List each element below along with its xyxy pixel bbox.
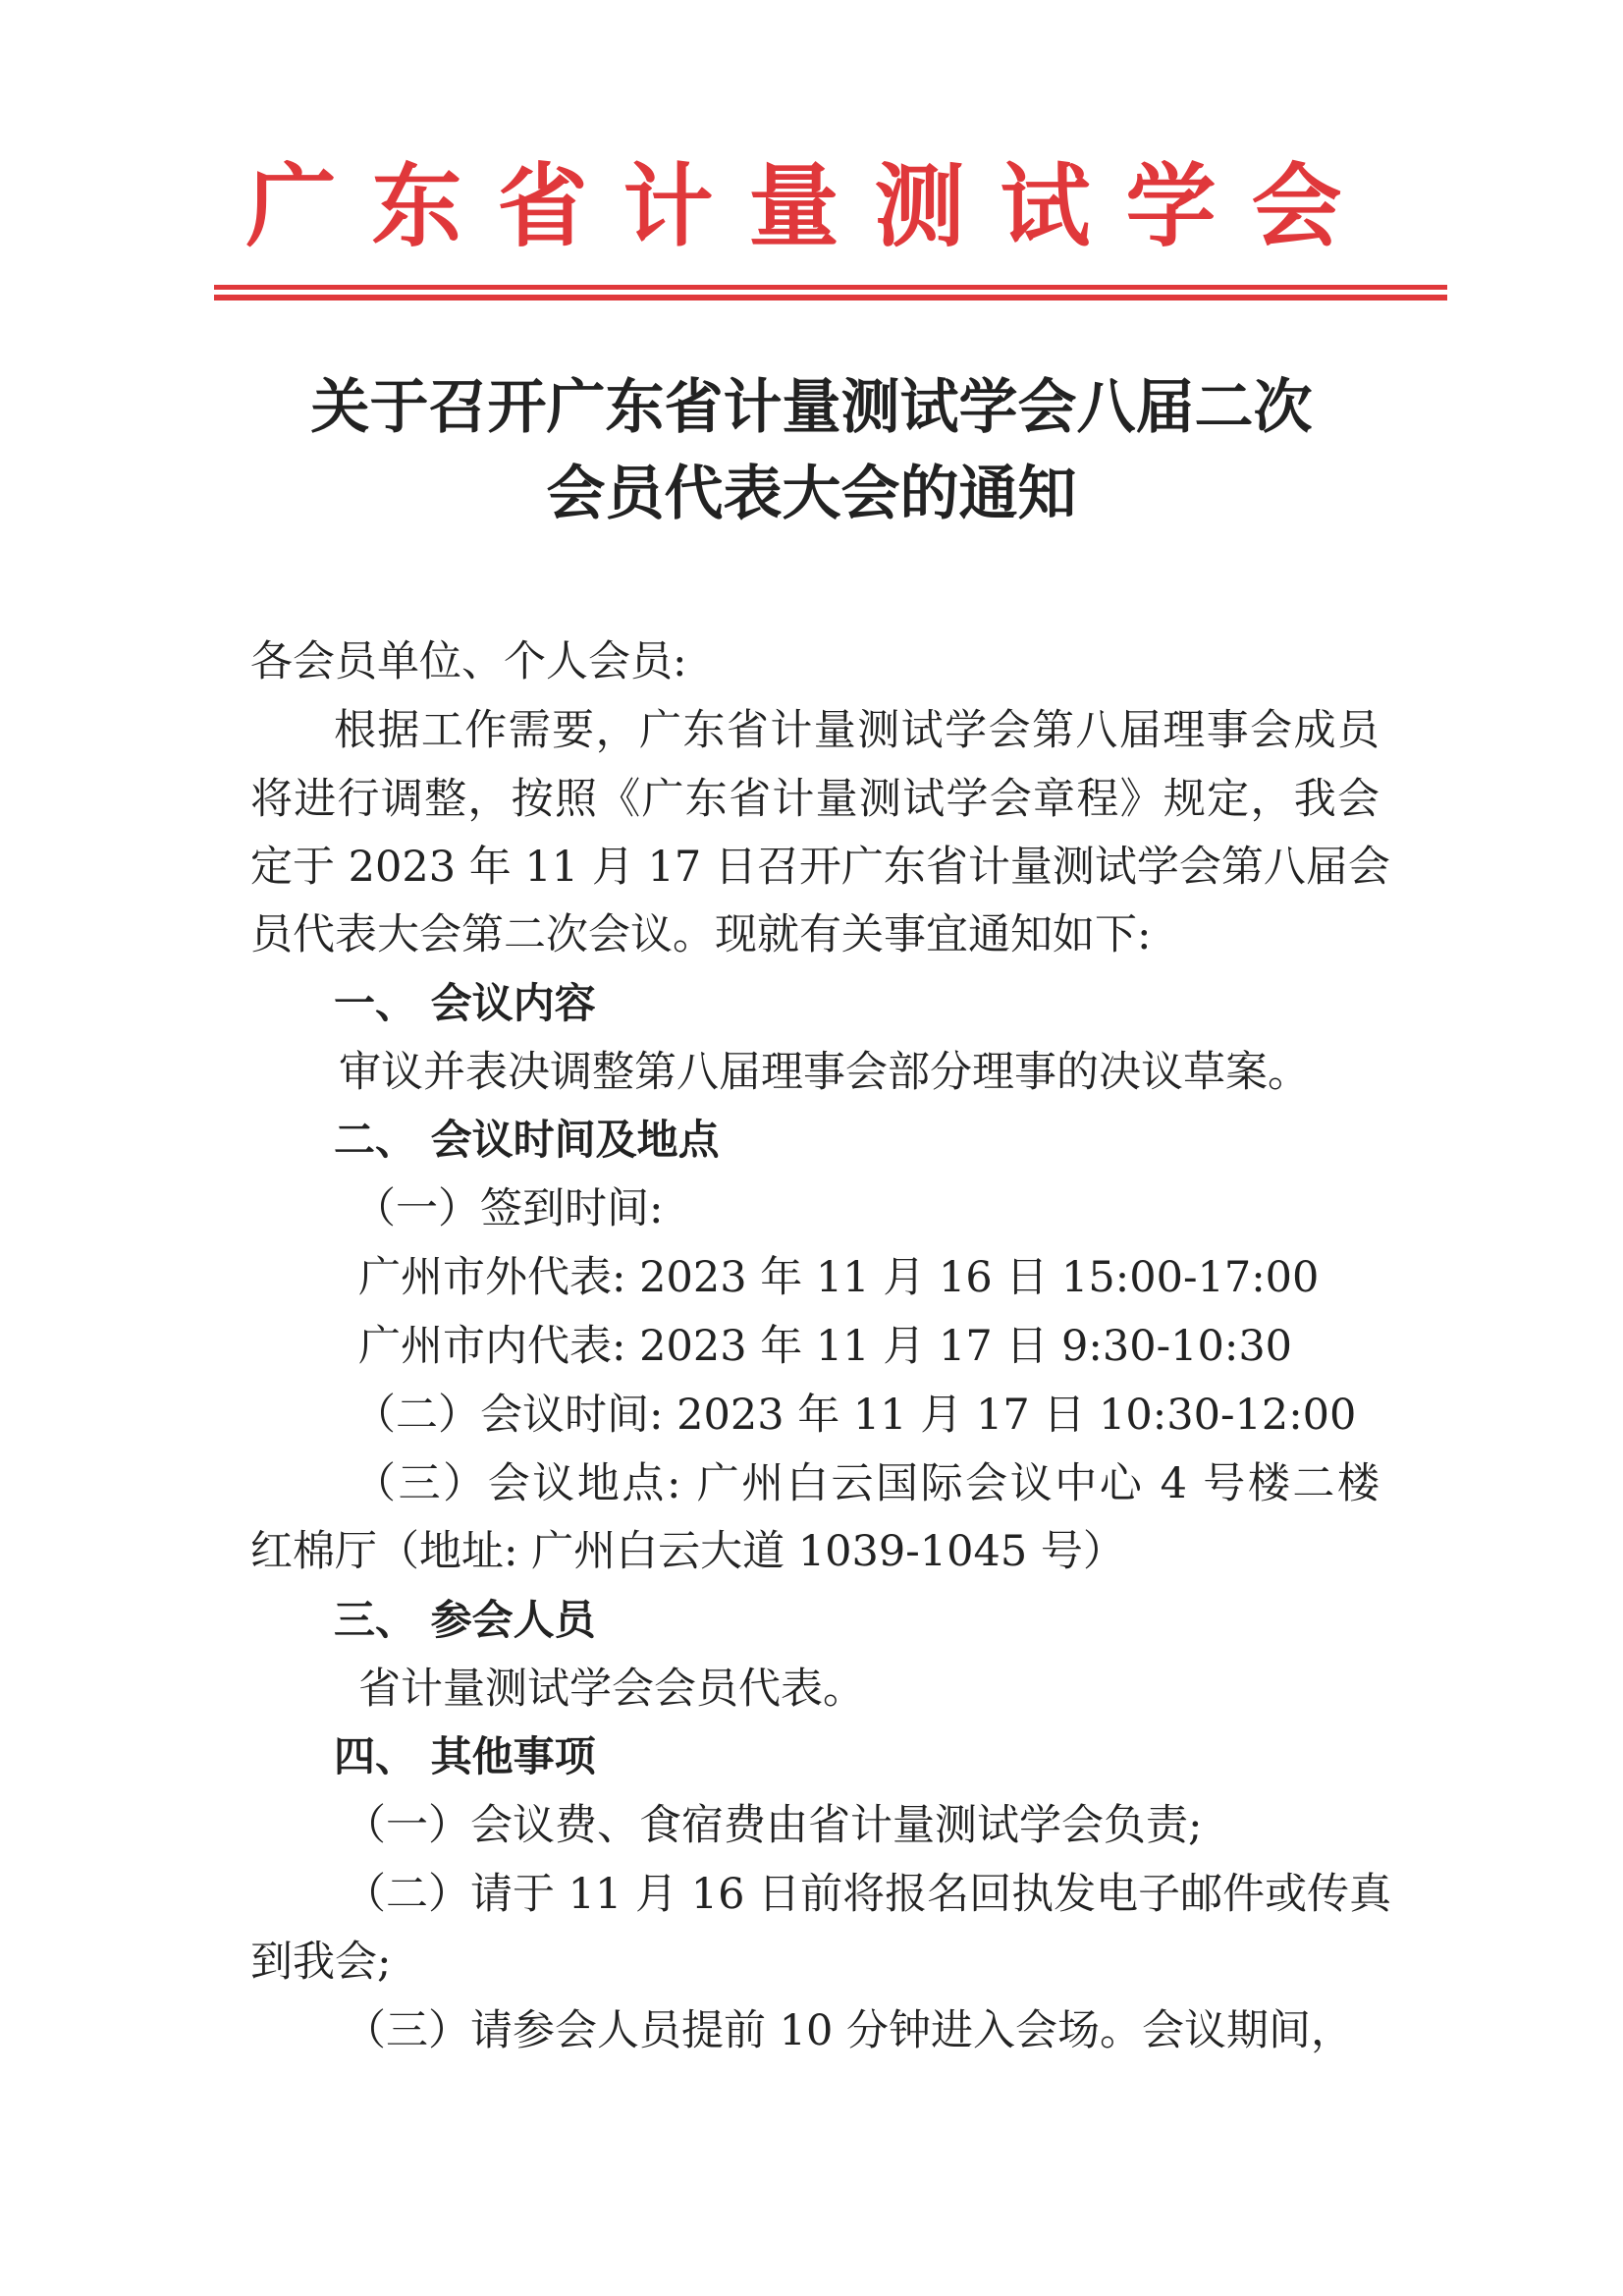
letterhead-org-name: 广东省计量测试学会	[245, 153, 1378, 259]
meeting-venue-line-1: （三）会议地点: 广州白云国际会议中心 4 号楼二楼	[353, 1459, 1380, 1508]
letterhead-rule-bottom	[214, 295, 1447, 301]
other-item-1: （一）会议费、食宿费由省计量测试学会负责;	[344, 1801, 1203, 1850]
checkin-outside-guangzhou: 广州市外代表: 2023 年 11 月 16 日 15:00-17:00	[358, 1253, 1320, 1302]
section-heading-time-place: 二、 会议时间及地点	[334, 1116, 720, 1164]
intro-line-2: 将进行调整，按照《广东省计量测试学会章程》规定，我会	[250, 775, 1380, 824]
meeting-time: （二）会议时间: 2023 年 11 月 17 日 10:30-12:00	[353, 1391, 1357, 1440]
intro-line-3: 定于 2023 年 11 月 17 日召开广东省计量测试学会第八届会	[250, 843, 1390, 892]
section-heading-meeting-content: 一、 会议内容	[334, 979, 596, 1027]
other-item-2-line-1: （二）请于 11 月 16 日前将报名回执发电子邮件或传真	[344, 1870, 1392, 1919]
meeting-venue-line-2: 红棉厅（地址: 广州白云大道 1039-1045 号）	[250, 1527, 1125, 1576]
section-heading-attendees: 三、 参会人员	[334, 1596, 596, 1644]
intro-line-4: 员代表大会第二次会议。现就有关事宜通知如下:	[250, 910, 1152, 959]
other-item-3: （三）请参会人员提前 10 分钟进入会场。会议期间，	[344, 2006, 1354, 2055]
section-heading-other-matters: 四、 其他事项	[334, 1732, 596, 1780]
other-item-2-line-2: 到我会;	[250, 1938, 392, 1987]
intro-line-1: 根据工作需要，广东省计量测试学会第八届理事会成员	[334, 706, 1380, 755]
meeting-content-body: 审议并表决调整第八届理事会部分理事的决议草案。	[339, 1048, 1310, 1097]
attendees-body: 省计量测试学会会员代表。	[358, 1665, 865, 1714]
salutation: 各会员单位、个人会员:	[250, 637, 687, 686]
document-title-line1: 关于召开广东省计量测试学会八届二次	[310, 373, 1313, 442]
letterhead-rule-top	[214, 285, 1447, 290]
checkin-inside-guangzhou: 广州市内代表: 2023 年 11 月 17 日 9:30-10:30	[358, 1322, 1293, 1371]
document-title-line2: 会员代表大会的通知	[546, 460, 1077, 528]
checkin-time-label: （一）签到时间:	[353, 1184, 664, 1233]
